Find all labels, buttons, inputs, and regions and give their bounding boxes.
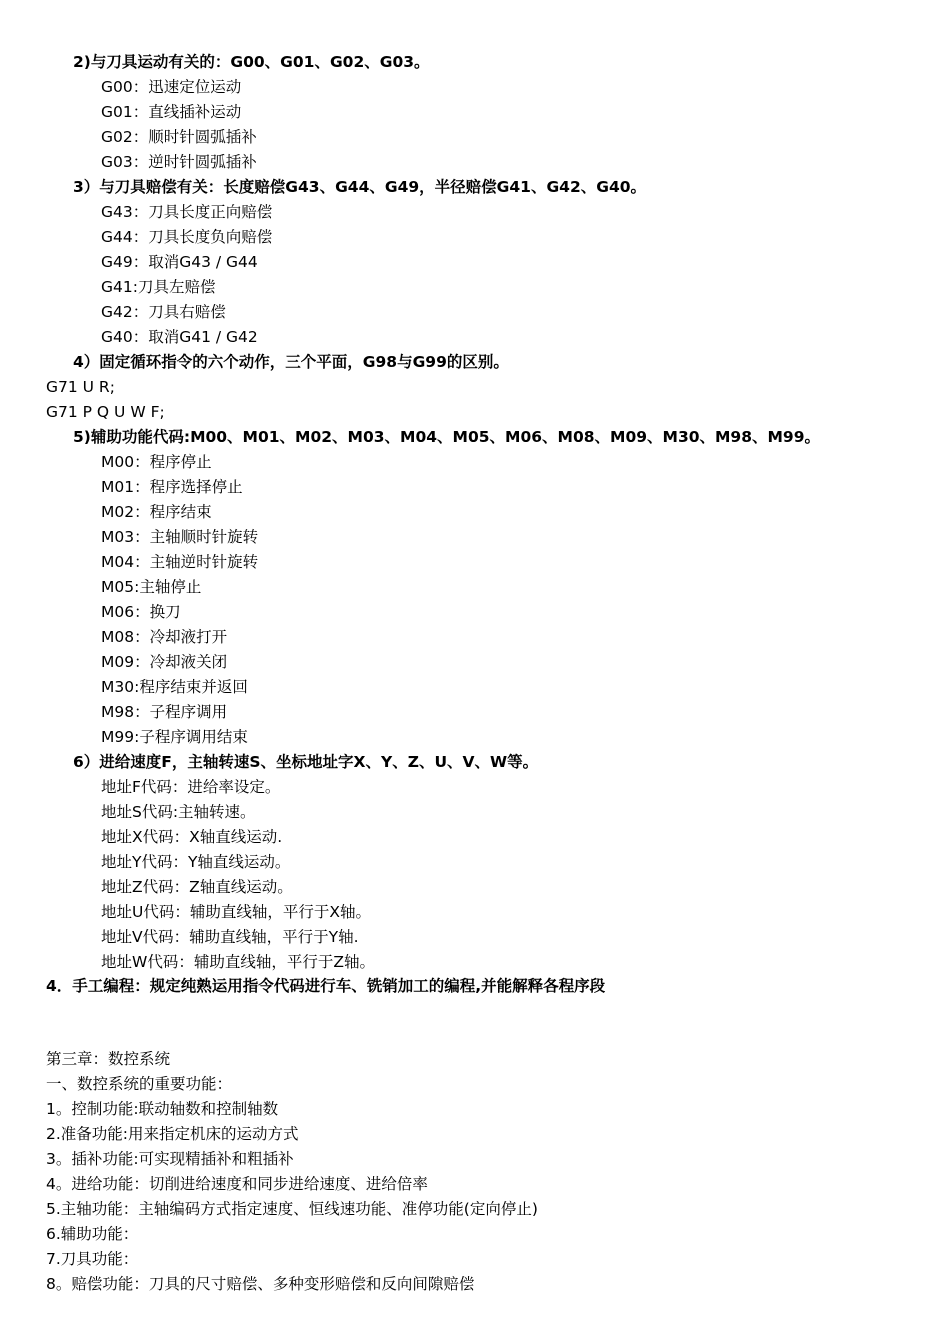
section-heading-address: 6）进给速度F，主轴转速S、坐标地址字X、Y、Z、U、V、W等。 [73,753,539,771]
list-item: M08：冷却液打开 [101,628,228,646]
list-item: G42：刀具右赔偿 [101,303,226,321]
list-item: G41:刀具左赔偿 [101,278,216,296]
list-item: M05:主轴停止 [101,578,202,596]
section-heading-cycle: 4）固定循环指令的六个动作，三个平面，G98与G99的区别。 [73,353,509,371]
chapter-title: 第三章：数控系统 [46,1050,171,1068]
list-item: 3。插补功能:可实现精插补和粗插补 [46,1150,294,1168]
list-item: G40：取消G41 / G42 [101,328,258,346]
list-item: 地址W代码：辅助直线轴，平行于Z轴。 [101,953,375,971]
list-item: 地址V代码：辅助直线轴，平行于Y轴. [101,928,359,946]
code-line: G71 P Q U W F; [46,403,165,421]
list-item: 5.主轴功能：主轴编码方式指定速度、恒线速功能、准停功能(定向停止) [46,1200,538,1218]
list-item: 地址X代码：X轴直线运动. [101,828,283,846]
list-item: M06：换刀 [101,603,181,621]
list-item: G03：逆时针圆弧插补 [101,153,257,171]
list-item: M04：主轴逆时针旋转 [101,553,259,571]
list-item: 地址Z代码：Z轴直线运动。 [101,878,293,896]
list-item: M00：程序停止 [101,453,212,471]
list-item: 4。进给功能：切削进给速度和同步进给速度、进给倍率 [46,1175,428,1193]
list-item: M09：冷却液关闭 [101,653,228,671]
list-item: G02：顺时针圆弧插补 [101,128,257,146]
list-item: 8。赔偿功能：刀具的尺寸赔偿、多种变形赔偿和反向间隙赔偿 [46,1275,475,1293]
list-item: 7.刀具功能： [46,1250,139,1268]
section-heading-compensation: 3）与刀具赔偿有关：长度赔偿G43、G44、G49，半径赔偿G41、G42、G40。 [73,178,647,196]
list-item: M03：主轴顺时针旋转 [101,528,259,546]
list-item: M98：子程序调用 [101,703,228,721]
list-item: G49：取消G43 / G44 [101,253,258,271]
list-item: M01：程序选择停止 [101,478,243,496]
list-item: G00：迅速定位运动 [101,78,242,96]
list-item: 6.辅助功能： [46,1225,139,1243]
list-item: 1。控制功能:联动轴数和控制轴数 [46,1100,279,1118]
list-item: 地址Y代码：Y轴直线运动。 [101,853,291,871]
list-item: G43：刀具长度正向赔偿 [101,203,273,221]
section-heading-motion: 2)与刀具运动有关的：G00、G01、G02、G03。 [73,53,430,71]
list-item: M02：程序结束 [101,503,212,521]
section-heading-m-codes: 5)辅助功能代码:M00、M01、M02、M03、M04、M05、M06、M08、M09、M30、M98、M99。 [73,428,820,446]
list-item: 地址F代码：进给率设定。 [101,778,281,796]
list-item: G44：刀具长度负向赔偿 [101,228,273,246]
manual-programming-heading: 4．手工编程：规定纯熟运用指令代码进行车、铣销加工的编程,并能解释各程序段 [46,977,606,995]
list-item: M99:子程序调用结束 [101,728,248,746]
code-line: G71 U R; [46,378,115,396]
list-item: 地址S代码:主轴转速。 [101,803,256,821]
chapter-subtitle: 一、数控系统的重要功能： [46,1075,233,1093]
list-item: G01：直线插补运动 [101,103,242,121]
list-item: M30:程序结束并返回 [101,678,248,696]
list-item: 2.准备功能:用来指定机床的运动方式 [46,1125,299,1143]
list-item: 地址U代码：辅助直线轴，平行于X轴。 [101,903,371,921]
